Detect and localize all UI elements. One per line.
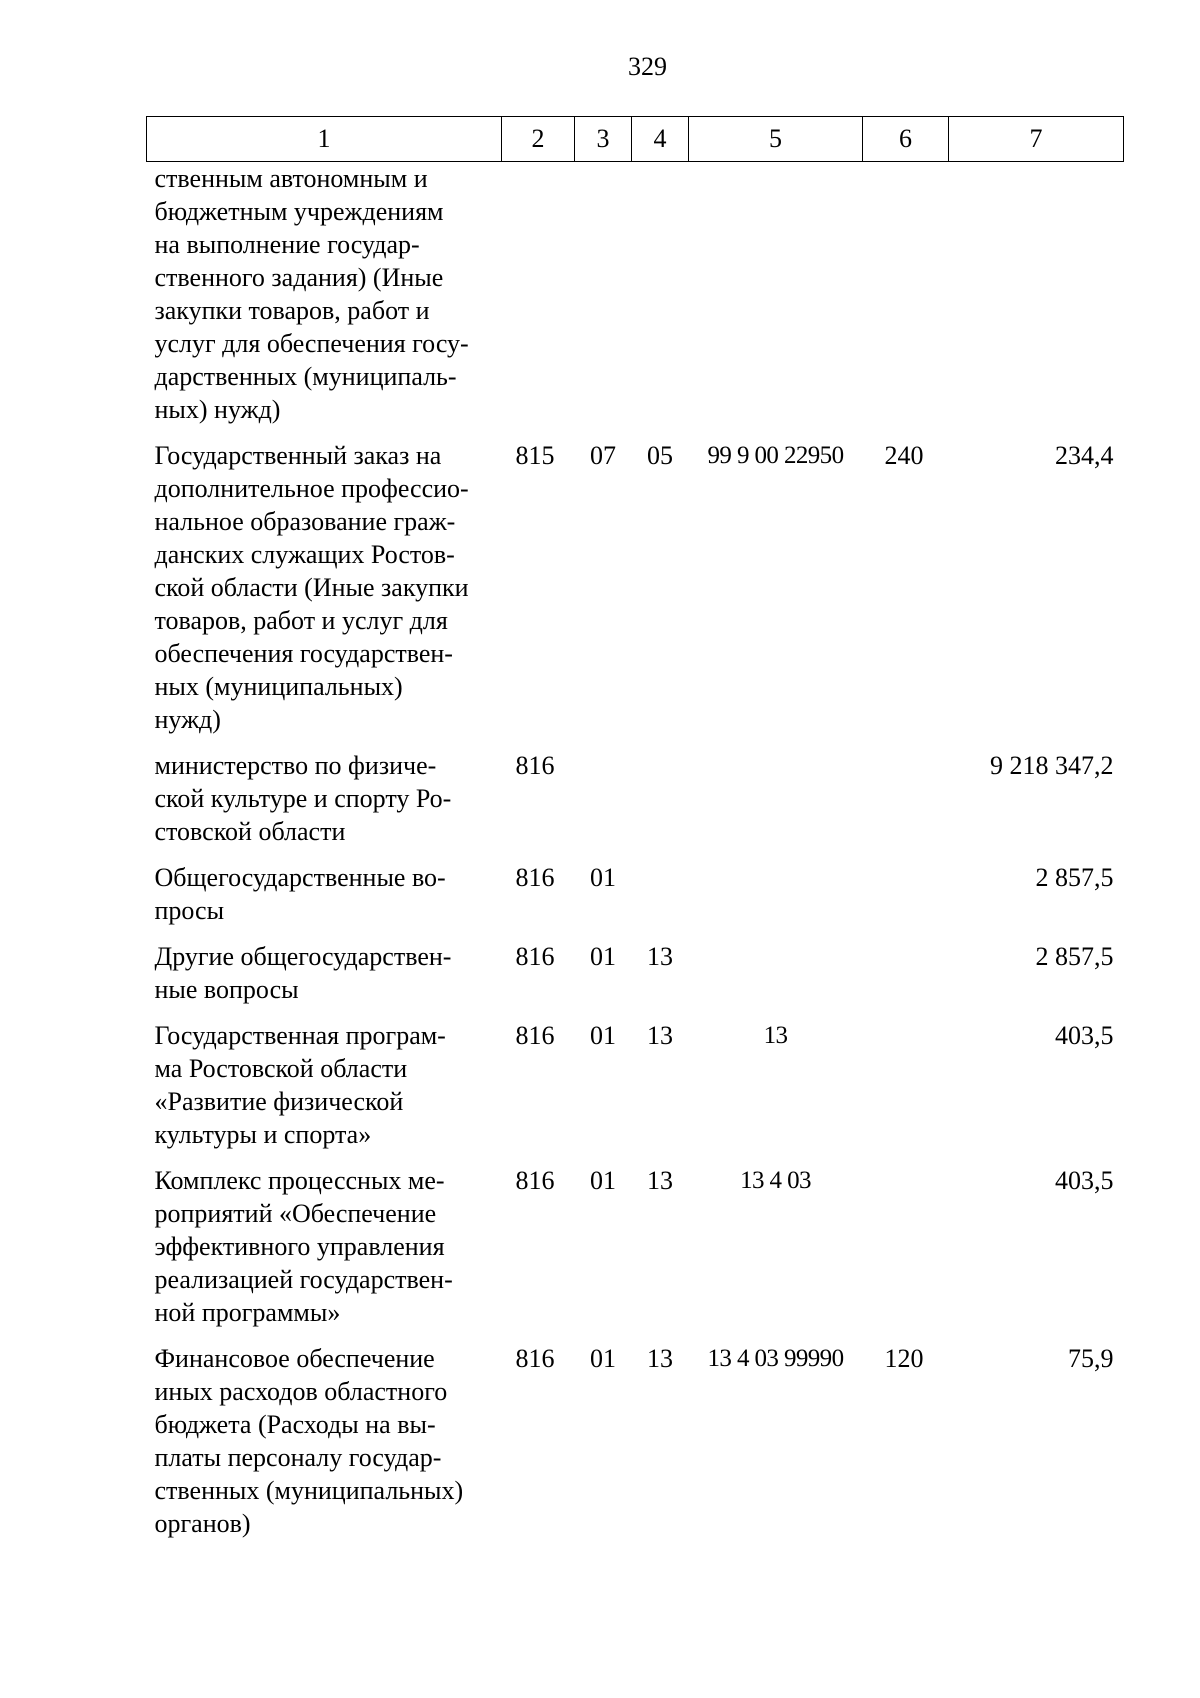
- table-row: [147, 940, 1124, 1019]
- subsection-code: [632, 861, 689, 940]
- row-description: [147, 940, 502, 1019]
- description-line: ственных (муниципальных): [154, 1476, 464, 1505]
- description-line: ма Ростовской области: [154, 1054, 408, 1083]
- subsection-code: [632, 162, 689, 440]
- subsection-code: 13: [647, 942, 673, 971]
- expense-type-code: [863, 1164, 949, 1342]
- expense-type-code: [863, 861, 949, 940]
- description-line: Комплекс процессных ме-: [154, 1166, 445, 1195]
- expense-type-code: 240: [884, 441, 924, 470]
- page-number: 329: [628, 52, 667, 81]
- subsection-code: [632, 749, 689, 861]
- table-row: [147, 1164, 1124, 1342]
- admin-code: 816: [515, 1021, 555, 1050]
- description-line: органов): [154, 1509, 251, 1538]
- description-line: просы: [154, 896, 225, 925]
- expense-type-code: [863, 940, 949, 1019]
- column-header: 2: [502, 117, 575, 162]
- description-line: ственным автономным и: [154, 164, 428, 193]
- description-line: данских служащих Ростов-: [154, 540, 455, 569]
- description-line: обеспечения государствен-: [154, 639, 453, 668]
- description-line: культуры и спорта»: [154, 1120, 372, 1149]
- row-description: [147, 1019, 502, 1164]
- column-header: 7: [949, 117, 1124, 162]
- section-code: 01: [590, 1344, 616, 1373]
- section-code: 07: [590, 441, 616, 470]
- amount: 234,4: [1055, 441, 1114, 470]
- description-line: платы персоналу государ-: [154, 1443, 442, 1472]
- column-header: 4: [632, 117, 689, 162]
- description-line: реализацией государствен-: [154, 1265, 453, 1294]
- target-article-code: 13 4 03 99990: [707, 1345, 844, 1372]
- subsection-code: 05: [647, 441, 673, 470]
- header-row: [147, 117, 1124, 162]
- description-line: нальное образование граж-: [154, 507, 456, 536]
- description-line: услуг для обеспечения госу-: [154, 329, 469, 358]
- description-line: ской области (Иные закупки: [154, 573, 469, 602]
- description-line: Государственная програм-: [154, 1021, 446, 1050]
- amount: 403,5: [1055, 1166, 1114, 1195]
- description-line: ной программы»: [154, 1298, 341, 1327]
- table-row: [147, 749, 1124, 861]
- admin-code: [502, 162, 575, 440]
- admin-code: 816: [515, 1166, 555, 1195]
- description-line: Общегосударственные во-: [154, 863, 446, 892]
- section-code: 01: [590, 863, 616, 892]
- row-description: [147, 1342, 502, 1553]
- table-row: [147, 162, 1124, 440]
- column-header: 3: [575, 117, 632, 162]
- subsection-code: 13: [647, 1166, 673, 1195]
- amount: [949, 162, 1124, 440]
- target-article-code: 13 4 03: [740, 1167, 811, 1194]
- expense-type-code: 120: [884, 1344, 924, 1373]
- description-line: ской культуре и спорту Ро-: [154, 784, 452, 813]
- description-line: закупки товаров, работ и: [154, 296, 430, 325]
- table-row: [147, 1342, 1124, 1553]
- subsection-code: 13: [647, 1344, 673, 1373]
- budget-table: [146, 116, 1124, 1553]
- description-line: ных (муниципальных): [154, 672, 403, 701]
- description-line: дополнительное профессио-: [154, 474, 469, 503]
- description-line: дарственных (муниципаль-: [154, 362, 457, 391]
- description-line: товаров, работ и услуг для: [154, 606, 448, 635]
- section-code: 01: [590, 942, 616, 971]
- description-line: ные вопросы: [154, 975, 299, 1004]
- section-code: [575, 162, 632, 440]
- amount: 2 857,5: [1035, 942, 1114, 971]
- section-code: 01: [590, 1166, 616, 1195]
- column-header: 6: [863, 117, 949, 162]
- description-line: эффективного управления: [154, 1232, 445, 1261]
- description-line: иных расходов областного: [154, 1377, 448, 1406]
- row-description: [147, 861, 502, 940]
- description-line: нужд): [154, 705, 221, 734]
- description-line: «Развитие физической: [154, 1087, 404, 1116]
- admin-code: 816: [515, 751, 555, 780]
- expense-type-code: [863, 1019, 949, 1164]
- column-header: 5: [689, 117, 863, 162]
- description-line: бюджетным учреждениям: [154, 197, 444, 226]
- expense-type-code: [863, 162, 949, 440]
- description-line: министерство по физиче-: [154, 751, 437, 780]
- table-row: [147, 861, 1124, 940]
- section-code: [575, 749, 632, 861]
- admin-code: 816: [515, 863, 555, 892]
- description-line: на выполнение государ-: [154, 230, 420, 259]
- description-line: бюджета (Расходы на вы-: [154, 1410, 436, 1439]
- expense-type-code: [863, 749, 949, 861]
- amount: 75,9: [1068, 1344, 1114, 1373]
- admin-code: 816: [515, 942, 555, 971]
- row-description: [147, 439, 502, 749]
- row-description: [147, 1164, 502, 1342]
- subsection-code: 13: [647, 1021, 673, 1050]
- admin-code: 816: [515, 1344, 555, 1373]
- target-article-code: [689, 162, 863, 440]
- description-line: роприятий «Обеспечение: [154, 1199, 437, 1228]
- amount: 403,5: [1055, 1021, 1114, 1050]
- description-line: Другие общегосударствен-: [154, 942, 452, 971]
- row-description: [147, 749, 502, 861]
- table-row: [147, 1019, 1124, 1164]
- target-article-code: [689, 940, 863, 1019]
- description-line: Финансовое обеспечение: [154, 1344, 435, 1373]
- description-line: стовской области: [154, 817, 346, 846]
- amount: 9 218 347,2: [990, 751, 1114, 780]
- amount: 2 857,5: [1035, 863, 1114, 892]
- description-line: ственного задания) (Иные: [154, 263, 444, 292]
- target-article-code: 99 9 00 22950: [707, 442, 844, 469]
- table-row: [147, 439, 1124, 749]
- target-article-code: [689, 749, 863, 861]
- target-article-code: 13: [763, 1022, 788, 1049]
- description-line: ных) нужд): [154, 395, 281, 424]
- row-description: [147, 162, 502, 440]
- column-header: 1: [147, 117, 502, 162]
- section-code: 01: [590, 1021, 616, 1050]
- target-article-code: [689, 861, 863, 940]
- admin-code: 815: [515, 441, 555, 470]
- description-line: Государственный заказ на: [154, 441, 442, 470]
